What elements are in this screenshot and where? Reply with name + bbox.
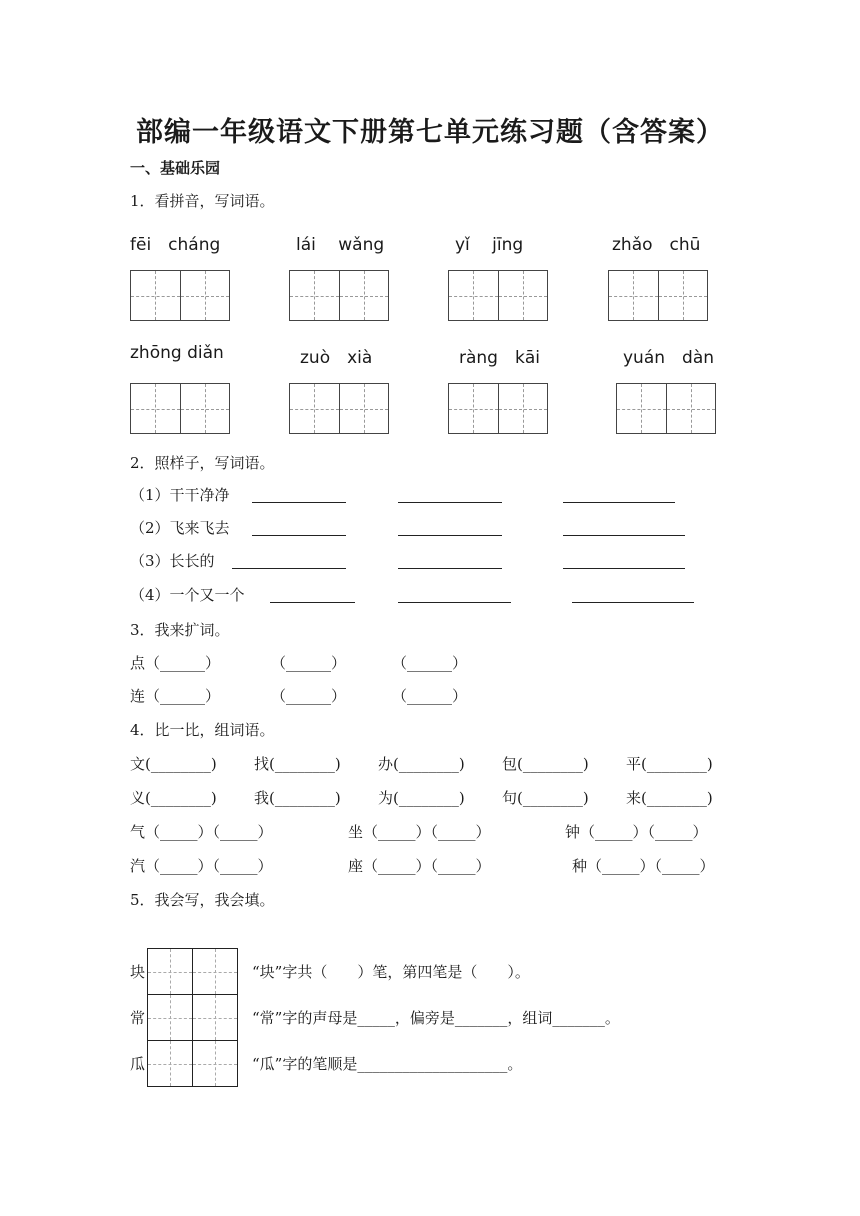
answer-line[interactable] bbox=[252, 535, 346, 536]
example-word-4: （4）一个又一个 bbox=[130, 586, 245, 604]
answer-line[interactable] bbox=[398, 602, 511, 603]
pinyin-1: fēi cháng bbox=[130, 235, 221, 255]
compare-item[interactable]: 我(________) bbox=[254, 789, 341, 807]
expand-word[interactable]: 点（______） bbox=[130, 654, 221, 672]
pinyin-2: lái wǎng bbox=[296, 235, 385, 255]
question-1-label: 1．看拼音，写词语。 bbox=[130, 192, 275, 210]
pinyin-3: yǐ jīng bbox=[455, 235, 524, 255]
pinyin-5: zhōng diǎn bbox=[130, 343, 224, 363]
compare-item[interactable]: 座（_____）（_____） bbox=[348, 857, 491, 875]
compare-item[interactable]: 平(________) bbox=[626, 755, 713, 773]
compare-item[interactable]: 钟（_____）（_____） bbox=[565, 823, 708, 841]
compare-item[interactable]: 办(________) bbox=[378, 755, 465, 773]
compare-item[interactable]: 找(________) bbox=[254, 755, 341, 773]
writing-box[interactable] bbox=[289, 383, 389, 434]
compare-item[interactable]: 种（_____）（_____） bbox=[572, 857, 715, 875]
fill-sentence[interactable]: “瓜”字的笔顺是____________________。 bbox=[252, 1055, 523, 1073]
answer-line[interactable] bbox=[232, 568, 346, 569]
compare-item[interactable]: 来(________) bbox=[626, 789, 713, 807]
answer-line[interactable] bbox=[563, 502, 675, 503]
question-3-label: 3．我来扩词。 bbox=[130, 621, 230, 639]
compare-item[interactable]: 坐（_____）（_____） bbox=[348, 823, 491, 841]
writing-box[interactable] bbox=[616, 383, 716, 434]
fill-sentence[interactable]: “块”字共（ ）笔，第四笔是（ ）。 bbox=[252, 963, 530, 981]
compare-item[interactable]: 句(________) bbox=[502, 789, 589, 807]
character-grid[interactable] bbox=[147, 948, 238, 1087]
compare-item[interactable]: 包(________) bbox=[502, 755, 589, 773]
question-5-label: 5．我会写，我会填。 bbox=[130, 891, 275, 909]
answer-line[interactable] bbox=[270, 602, 355, 603]
writing-box[interactable] bbox=[289, 270, 389, 321]
char-label: 块 bbox=[130, 963, 146, 981]
section-heading: 一、基础乐园 bbox=[130, 159, 221, 177]
expand-word[interactable]: （______） bbox=[271, 654, 347, 672]
question-4-label: 4．比一比，组词语。 bbox=[130, 721, 275, 739]
example-word-2: （2）飞来飞去 bbox=[130, 519, 230, 537]
writing-box[interactable] bbox=[608, 270, 708, 321]
answer-line[interactable] bbox=[398, 502, 502, 503]
pinyin-4: zhǎo chū bbox=[612, 235, 701, 255]
compare-item[interactable]: 义(________) bbox=[130, 789, 217, 807]
fill-sentence[interactable]: “常”字的声母是_____，偏旁是_______，组词_______。 bbox=[252, 1009, 620, 1027]
answer-line[interactable] bbox=[252, 502, 346, 503]
pinyin-7: ràng kāi bbox=[459, 348, 540, 368]
char-label: 瓜 bbox=[130, 1055, 146, 1073]
pinyin-8: yuán dàn bbox=[623, 348, 715, 368]
expand-word[interactable]: （______） bbox=[392, 654, 468, 672]
expand-word[interactable]: （______） bbox=[271, 687, 347, 705]
expand-word[interactable]: （______） bbox=[392, 687, 468, 705]
compare-item[interactable]: 气（_____）（_____） bbox=[130, 823, 273, 841]
writing-box[interactable] bbox=[448, 383, 548, 434]
expand-word[interactable]: 连（______） bbox=[130, 687, 221, 705]
example-word-1: （1）干干净净 bbox=[130, 486, 230, 504]
char-label: 常 bbox=[130, 1009, 146, 1027]
pinyin-6: zuò xià bbox=[300, 348, 373, 368]
writing-box[interactable] bbox=[130, 383, 230, 434]
writing-box[interactable] bbox=[130, 270, 230, 321]
example-word-3: （3）长长的 bbox=[130, 552, 215, 570]
compare-item[interactable]: 为(________) bbox=[378, 789, 465, 807]
answer-line[interactable] bbox=[398, 568, 502, 569]
answer-line[interactable] bbox=[563, 568, 685, 569]
writing-box[interactable] bbox=[448, 270, 548, 321]
answer-line[interactable] bbox=[398, 535, 502, 536]
compare-item[interactable]: 汽（_____）（_____） bbox=[130, 857, 273, 875]
compare-item[interactable]: 文(________) bbox=[130, 755, 217, 773]
question-2-label: 2．照样子，写词语。 bbox=[130, 454, 275, 472]
page-title: 部编一年级语文下册第七单元练习题（含答案） bbox=[136, 117, 724, 148]
answer-line[interactable] bbox=[563, 535, 685, 536]
answer-line[interactable] bbox=[572, 602, 694, 603]
